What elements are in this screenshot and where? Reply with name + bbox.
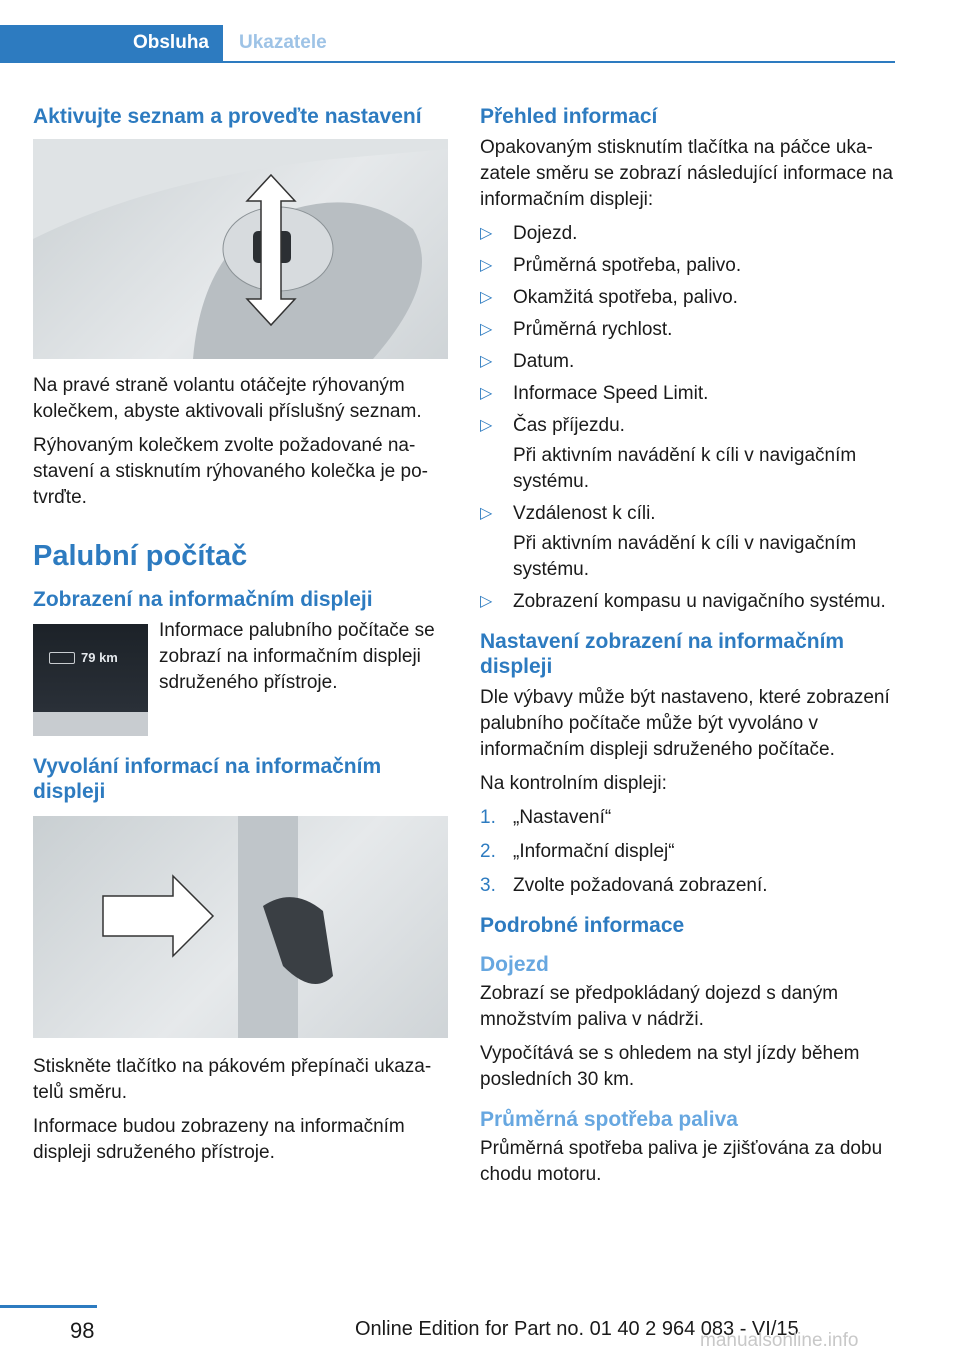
list-item	[480, 381, 895, 407]
watermark: manualsonline.info	[700, 1330, 859, 1351]
list-item-text: Informace Speed Limit.	[513, 383, 709, 404]
list-item-text: Průměrná rychlost.	[513, 319, 673, 340]
section-heading: Vyvolání informací na informačním displeji	[33, 755, 382, 803]
step-number: 1.	[480, 807, 496, 828]
paragraph: Opakovaným stisknutím tlačítka na páčce ukazatele směru se zobrazí následující informace na informačním displeji:	[480, 137, 893, 210]
paragraph: Na pravé straně volantu otáčejte rýhovaným kolečkem, abyste aktivovali příslušný seznam.	[33, 375, 422, 422]
paragraph: Dle výbavy může být nastaveno, které zobrazení palubního počítače může být vyvoláno v informačním displeji sdruženého počítače.	[480, 687, 890, 760]
list-item-note: Při aktivním navádění k cíli v navigačním systému.	[513, 445, 857, 492]
list-item	[480, 413, 895, 495]
step-item	[480, 839, 895, 865]
footer-rule	[0, 1305, 97, 1308]
step-text: „Informační displej“	[513, 841, 675, 862]
paragraph: Vypočítává se s ohledem na styl jízdy během posledních 30 km.	[480, 1043, 860, 1090]
tab-obsluha[interactable]	[0, 25, 223, 61]
instrument-display-image	[33, 624, 148, 736]
left-column	[33, 104, 448, 1174]
list-item	[480, 589, 895, 615]
list-item	[480, 221, 895, 247]
bullet-icon: ▷	[480, 321, 493, 338]
subsection-heading: Průměrná spotřeba paliva	[480, 1108, 738, 1131]
step-text: Zvolte požadovaná zobrazení.	[513, 875, 768, 896]
paragraph: Informace palubního počítače se zobrazí na informačním displeji sdruženého přístroje.	[159, 620, 435, 693]
subsection-heading: Dojezd	[480, 953, 549, 976]
fuel-range-icon	[49, 652, 75, 664]
section-heading: Přehled informací	[480, 105, 658, 128]
list-item	[480, 349, 895, 375]
paragraph: Na kontrolním displeji:	[480, 773, 667, 794]
bullet-icon: ▷	[480, 225, 493, 242]
paragraph: Průměrná spotřeba paliva je zjišťována za dobu chodu motoru.	[480, 1138, 883, 1185]
list-item	[480, 285, 895, 311]
right-column	[480, 104, 895, 1196]
list-item	[480, 501, 895, 583]
step-text: „Nastavení“	[513, 807, 612, 828]
step-number: 3.	[480, 875, 496, 896]
list-item-text: Čas příjezdu.	[513, 415, 625, 436]
page-title: Palubní počítač	[33, 540, 248, 572]
list-item-text: Okamžitá spotřeba, palivo.	[513, 287, 738, 308]
section-heading: Aktivujte seznam a proveďte nastavení	[33, 105, 422, 128]
page-number: 98	[70, 1318, 95, 1343]
bullet-icon: ▷	[480, 257, 493, 274]
list-item-text: Datum.	[513, 351, 575, 372]
paragraph: Zobrazí se předpokládaný dojezd s daným množstvím paliva v nádrži.	[480, 983, 839, 1030]
bullet-icon: ▷	[480, 353, 493, 370]
display-value: 79 km	[81, 650, 118, 665]
bullet-icon: ▷	[480, 417, 493, 434]
paragraph: Stiskněte tlačítko na pákovém přepínači ukazatelů směru.	[33, 1056, 432, 1103]
step-item	[480, 873, 895, 899]
header-tabs	[0, 25, 895, 63]
display-info-block	[33, 618, 448, 736]
section-heading: Nastavení zobrazení na informačním displeji	[480, 630, 845, 678]
paragraph: Informace budou zobrazeny na informačním displeji sdruženého přístroje.	[33, 1116, 405, 1163]
turn-signal-lever-image	[33, 816, 448, 1038]
section-heading: Podrobné informace	[480, 914, 685, 937]
step-number: 2.	[480, 841, 496, 862]
bullet-icon: ▷	[480, 289, 493, 306]
bullet-icon: ▷	[480, 385, 493, 402]
paragraph: Rýhovaným kolečkem zvolte požadované nastavení a stisknutím rýhovaného kolečka je potvrďte.	[33, 435, 428, 508]
list-item-note: Při aktivním navádění k cíli v navigačním systému.	[513, 533, 857, 580]
steps-list	[480, 805, 895, 899]
list-item-text: Vzdálenost k cíli.	[513, 503, 656, 524]
bullet-icon: ▷	[480, 505, 493, 522]
tab-ukazatele[interactable]: Ukazatele	[239, 32, 327, 53]
steering-wheel-image	[33, 139, 448, 359]
step-item	[480, 805, 895, 831]
tab-obsluha-label: Obsluha	[132, 32, 209, 53]
list-item-text: Dojezd.	[513, 223, 578, 244]
bullet-icon: ▷	[480, 593, 493, 610]
section-heading: Zobrazení na informačním displeji	[33, 588, 373, 611]
list-item-text: Průměrná spotřeba, palivo.	[513, 255, 742, 276]
info-list	[480, 221, 895, 615]
list-item-text: Zobrazení kompasu u navigačního systému.	[513, 591, 886, 612]
edition-label: Online Edition for Part no. 01 40 2 964 083 - VI/15	[355, 1318, 799, 1340]
list-item	[480, 317, 895, 343]
list-item	[480, 253, 895, 279]
